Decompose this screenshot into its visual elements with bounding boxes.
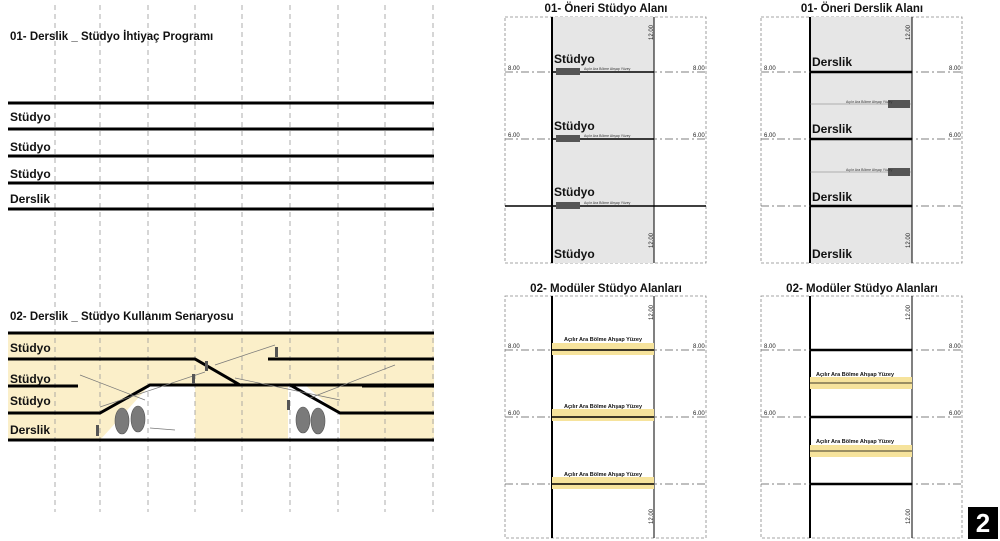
tree-icon	[311, 408, 325, 434]
dimension-label: 8.00	[764, 344, 776, 350]
room-label: Stüdyo	[554, 52, 595, 66]
dimension-label: 8.00	[693, 66, 705, 72]
person-figure	[287, 400, 290, 410]
section2-title: 02- Derslik _ Stüdyo Kullanım Senaryosu	[10, 311, 234, 323]
partition-note: Açılır Ara Bölme Ahşap Yüzey	[846, 168, 893, 172]
partition-note: Açılır Ara Bölme Ahşap Yüzey	[584, 201, 631, 205]
panel-title: 01- Öneri Stüdyo Alanı	[544, 3, 668, 15]
dimension-label: 6.00	[693, 411, 705, 417]
yellow-bands	[552, 343, 654, 489]
badge-number: 2	[975, 508, 991, 538]
section1-title: 01- Derslik _ Stüdyo İhtiyaç Programı	[10, 31, 214, 43]
panel-modular-studio-a	[505, 283, 706, 538]
dimension-label: 8.00	[949, 66, 961, 72]
scenario-row-label: Stüdyo	[10, 341, 51, 355]
dimension-label: 6.00	[693, 133, 705, 139]
dimension-label: 12.00	[649, 508, 655, 524]
dimension-label: 12.00	[906, 508, 912, 524]
dimension-label: 8.00	[508, 344, 520, 350]
program-row-label: Derslik	[10, 192, 51, 206]
tree-icon	[296, 407, 310, 433]
dimension-label: 6.00	[508, 411, 520, 417]
scenario-row-label: Stüdyo	[10, 394, 51, 408]
dimension-label: 12.00	[649, 24, 655, 40]
program-row-label: Stüdyo	[10, 167, 51, 181]
partition-band	[552, 343, 654, 355]
person-figure	[96, 425, 99, 436]
dimension-label: 6.00	[508, 133, 520, 139]
dimension-label: 6.00	[949, 411, 961, 417]
band-label: Açılır Ara Bölme Ahşap Yüzey	[563, 404, 643, 410]
dimension-label: 12.00	[906, 304, 912, 320]
band-label: Açılır Ara Bölme Ahşap Yüzey	[563, 337, 643, 343]
person-figure	[192, 374, 195, 384]
room-label: Stüdyo	[554, 247, 595, 261]
room-label: Derslik	[812, 247, 853, 261]
band-label: Açılır Ara Bölme Ahşap Yüzey	[563, 472, 643, 478]
page-number-badge	[968, 507, 998, 539]
panel-proposed-classroom	[761, 2, 962, 263]
room-label: Stüdyo	[554, 119, 595, 133]
dimension-label: 6.00	[764, 133, 776, 139]
panel-modular-studio-b	[761, 283, 962, 538]
room-label: Derslik	[812, 122, 853, 136]
scenario-row-label: Stüdyo	[10, 372, 51, 386]
partition-band	[552, 477, 654, 489]
partition-note: Açılır Ara Bölme Ahşap Yüzey	[846, 100, 893, 104]
person-figure	[205, 361, 208, 371]
band-label: Açılır Ara Bölme Ahşap Yüzey	[815, 439, 895, 445]
dimension-label: 12.00	[906, 232, 912, 248]
dimension-label: 6.00	[764, 411, 776, 417]
partition-note: Açılır Ara Bölme Ahşap Yüzey	[584, 67, 631, 71]
scenario-row-label: Derslik	[10, 423, 51, 437]
room-label: Stüdyo	[554, 185, 595, 199]
program-floor-lines	[8, 103, 434, 209]
room-label: Derslik	[812, 190, 853, 204]
tree-icon	[115, 408, 129, 434]
tree-icon	[131, 406, 145, 432]
partition-band	[552, 409, 654, 421]
dimension-label: 8.00	[949, 344, 961, 350]
room-label: Derslik	[812, 55, 853, 69]
panel-title: 01- Öneri Derslik Alanı	[800, 3, 924, 15]
panel-title: 02- Modüler Stüdyo Alanları	[530, 283, 682, 295]
partition-icon	[556, 202, 580, 209]
dimension-label: 12.00	[906, 24, 912, 40]
partition-icon	[556, 135, 580, 142]
panel-proposed-studio	[505, 2, 706, 263]
partition-note: Açılır Ara Bölme Ahşap Yüzey	[584, 134, 631, 138]
dimension-label: 12.00	[649, 304, 655, 320]
dimension-label: 8.00	[693, 344, 705, 350]
panel-title: 02- Modüler Stüdyo Alanları	[786, 283, 938, 295]
partition-icon	[556, 68, 580, 75]
floor-slabs	[552, 350, 654, 484]
band-label: Açılır Ara Bölme Ahşap Yüzey	[815, 372, 895, 378]
dimension-label: 8.00	[764, 66, 776, 72]
dimension-label: 8.00	[508, 66, 520, 72]
person-figure	[275, 347, 278, 357]
dimension-label: 6.00	[949, 133, 961, 139]
dimension-label: 12.00	[649, 232, 655, 248]
program-row-label: Stüdyo	[10, 110, 51, 124]
floor-slabs	[810, 350, 912, 484]
program-row-label: Stüdyo	[10, 140, 51, 154]
